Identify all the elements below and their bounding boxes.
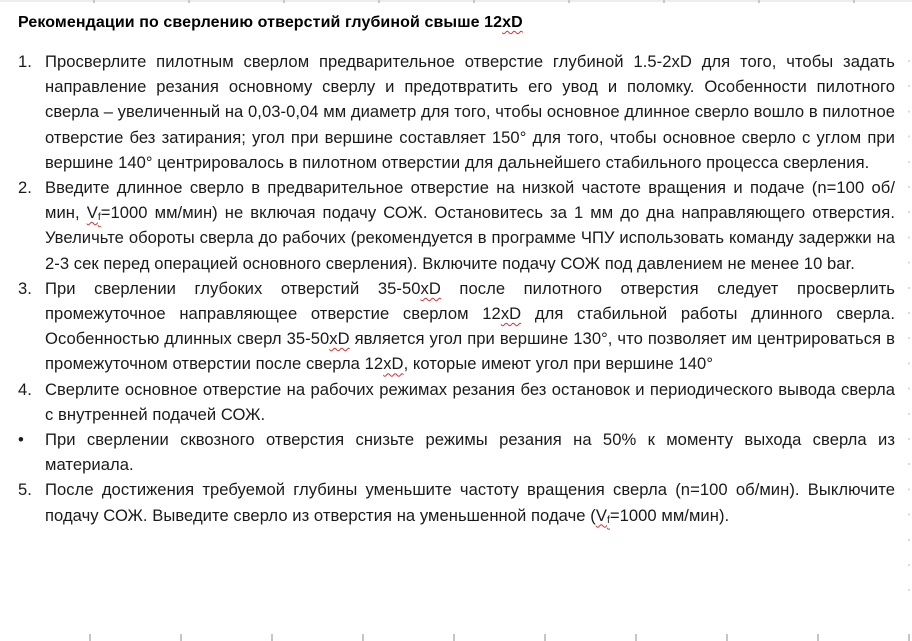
list-item-text: При сверлении глубоких отверстий 35-50xD после пилотного отверстия следует просверлить промежуточное направляющее отверстие сверлом 12xD для стабильной работы длинного сверла. Особенностью длинных сверл 35-50xD является угол при вершине 130°, что позволяет им центрироваться в промежуточном отверстии после сверла 12xD, которые имеют угол при вершине 140° bbox=[45, 278, 896, 374]
list-item-4 bbox=[18, 377, 895, 427]
list-item-text: Введите длинное сверло в предварительное отверстие на низкой частоте вращения и подаче (n=100 об/мин, $V_f=1000$ мм/мин) не включая подачу СОЖ. Остановитесь за 1 мм до дна направляющего отверстия. Увеличьте обороты сверла до рабочих (рекомендуется в программе ЧПУ использовать команду задержки на 2-3 сек перед операцией основного сверления). Включите подачу СОЖ под давлением не менее 10 bar. bbox=[45, 178, 896, 273]
list-item-2 bbox=[18, 175, 895, 276]
list-item-5 bbox=[18, 477, 895, 527]
list-item-bullet bbox=[18, 427, 895, 477]
list-item-text: При сверлении сквозного отверстия снизьте режимы резания на 50% к моменту выхода сверла из материала. bbox=[45, 430, 895, 475]
list-item-bullet-glyph: • bbox=[18, 430, 24, 450]
document-title: Рекомендации по сверлению отверстий глубиной свыше 12xD bbox=[18, 14, 523, 31]
list-item-number: 1. bbox=[18, 52, 32, 71]
document-page bbox=[18, 0, 895, 528]
list-item-3 bbox=[18, 276, 895, 377]
list-item-number: 3. bbox=[18, 278, 32, 298]
list-item-text: Просверлите пилотным сверлом предварительное отверстие глубиной 1.5-2xD для того, чтобы задать направление резания основному сверлу и предотвратить его увод и поломку. Особенности пилотного сверла – увеличенный на 0,03-0,04 мм диаметр для того, чтобы основное длинное сверло вошло в пилотное отверстие без затирания; угол при вершине составляет 150° для того, чтобы основное сверло с углом при вершине 140° центрировалось в пилотном отверстии для дальнейшего стабильного процесса сверления. bbox=[45, 52, 895, 172]
bottom-edge-ruler bbox=[0, 634, 912, 641]
list-item-number: 5. bbox=[18, 480, 32, 500]
list-item-number: 4. bbox=[18, 379, 32, 399]
list-item-text: Сверлите основное отверстие на рабочих режимах резания без остановок и периодического вывода сверла с внутренней подачей СОЖ. bbox=[45, 379, 895, 424]
list-item-1 bbox=[18, 49, 895, 175]
list-item-number: 2. bbox=[18, 178, 32, 198]
right-edge-marks bbox=[908, 60, 910, 600]
list-item-text: После достижения требуемой глубины уменьшите частоту вращения сверла (n=100 об/мин). Выключите подачу СОЖ. Выведите сверло из отверстия на уменьшенной подаче ($V_f=1000$ мм/мин). bbox=[45, 480, 895, 526]
